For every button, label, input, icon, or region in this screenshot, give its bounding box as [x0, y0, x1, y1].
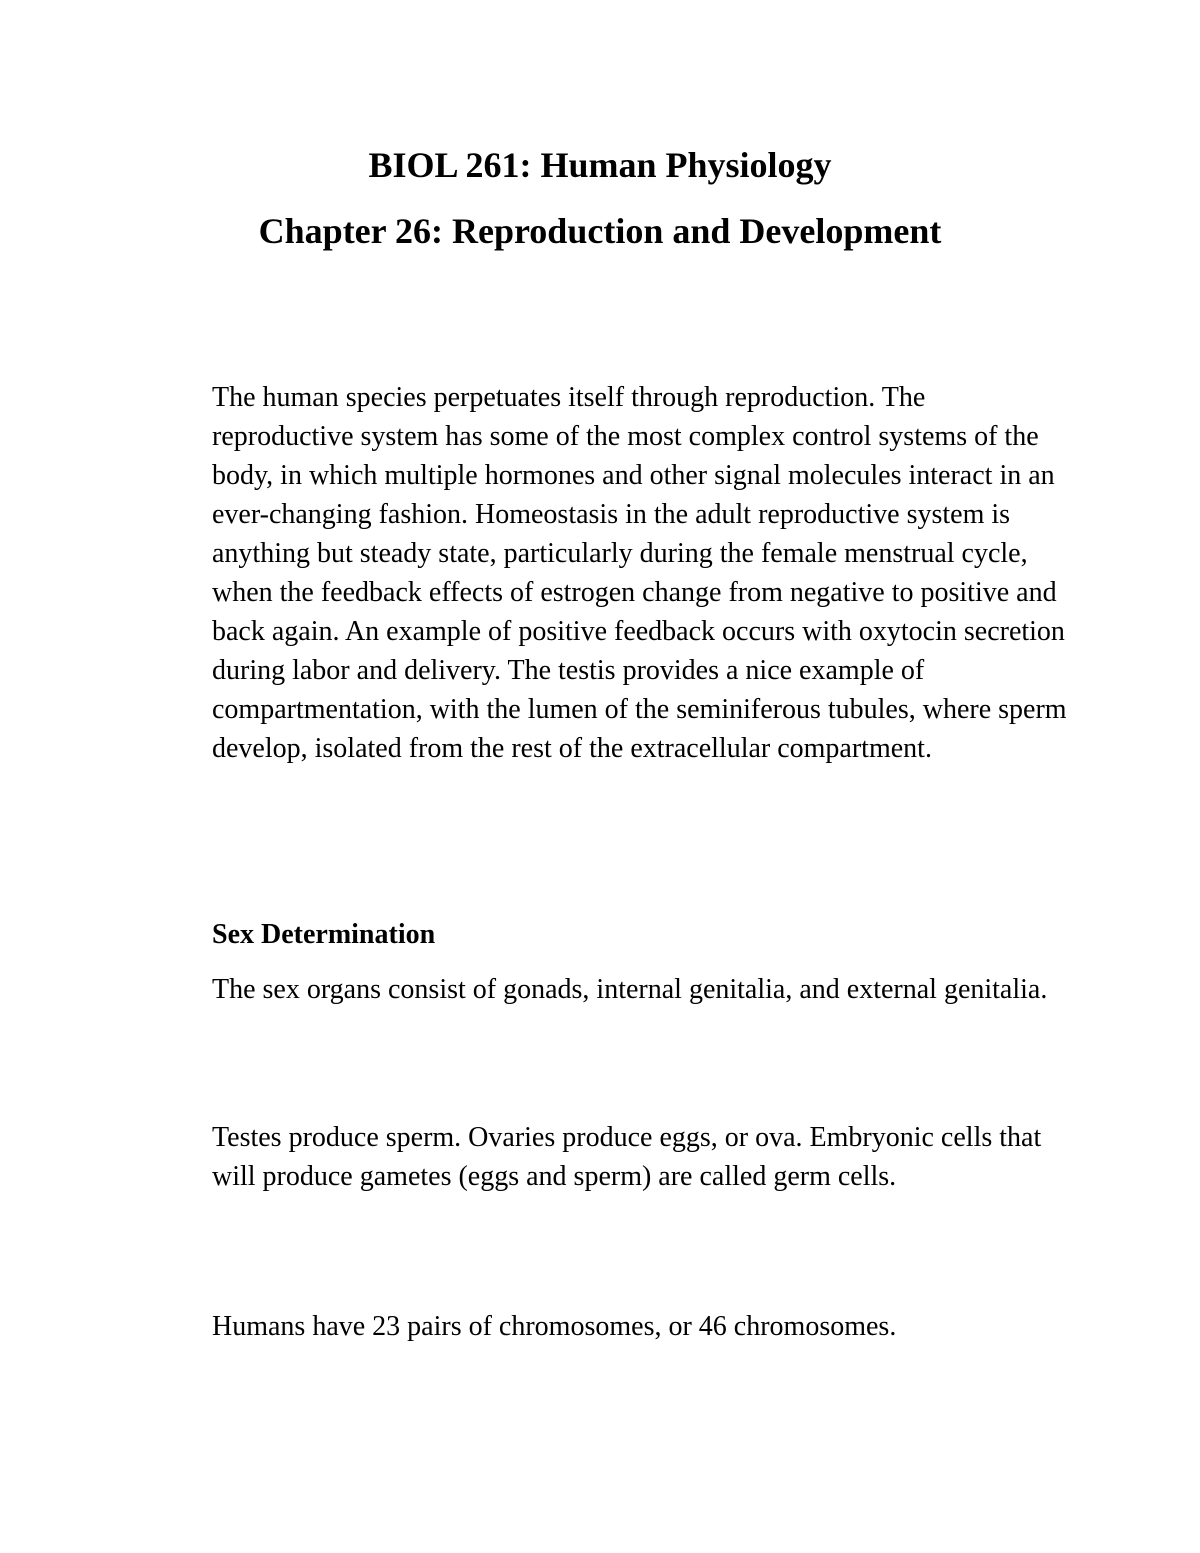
paragraph: Humans have 23 pairs of chromosomes, or 46 chromosomes.: [212, 1311, 897, 1342]
document-title: BIOL 261: Human Physiology: [368, 145, 832, 185]
paragraph: The sex organs consist of gonads, internal genitalia, and external genitalia.: [212, 974, 1048, 1005]
chapter-title: Chapter 26: Reproduction and Development: [258, 211, 942, 251]
paragraph: Testes produce sperm. Ovaries produce eggs, or ova. Embryonic cells that will produce gametes (eggs and sperm) are called germ cells.: [212, 1122, 1042, 1192]
intro-paragraph: The human species perpetuates itself through reproduction. The reproductive system has some of the most complex control systems of the body, in which multiple hormones and other signal molecules interact in an ever-changing fashion. Homeostasis in the adult reproductive system is anything but steady state, particularly during the female menstrual cycle, when the feedback effects of estrogen change from negative to positive and back again. An example of positive feedback occurs with oxytocin secretion during labor and delivery. The testis provides a nice example of compartmentation, with the lumen of the seminiferous tubules, where sperm develop, isolated from the rest of the extracellular compartment.: [212, 382, 1067, 764]
section-heading: Sex Determination: [212, 919, 436, 950]
